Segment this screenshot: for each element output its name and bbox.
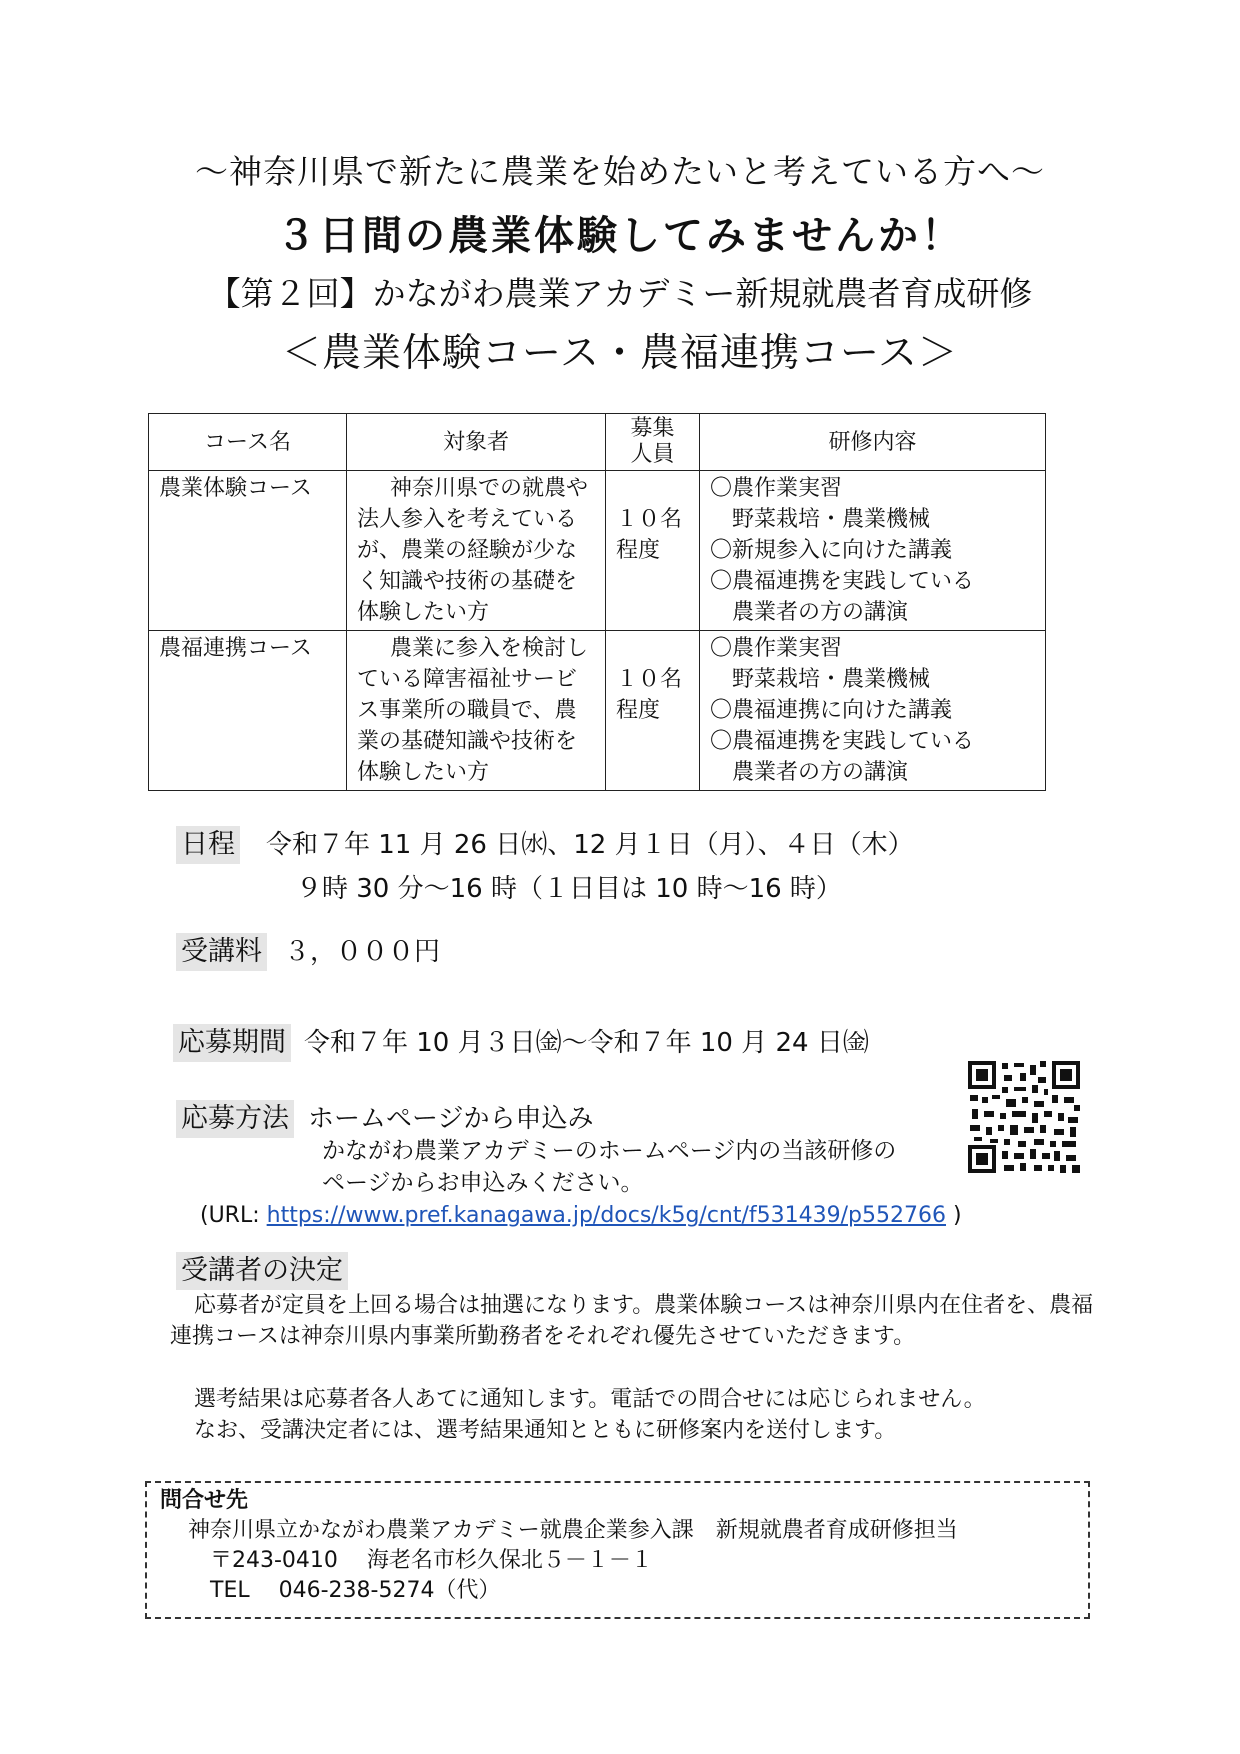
course-table (148, 413, 1046, 791)
selection-para-3: なお、受講決定者には、選考結果通知とともに研修案内を送付します。 (194, 1418, 897, 1443)
schedule-dates: 令和７年 11 月 26 日㈬、12 月１日（月）、４日（木） (266, 830, 914, 860)
application-url-link[interactable]: https://www.pref.kanagawa.jp/docs/k5g/cnt/f531439/p552766 (266, 1203, 946, 1228)
content-cell (700, 471, 1046, 631)
header-content: 研修内容 (700, 414, 1046, 471)
target-cell: 神奈川県での就農や法人参入を考えているが、農業の経験が少なく知識や技術の基礎を体験したい方 (347, 471, 606, 631)
selection-para-1: 応募者が定員を上回る場合は抽選になります。農業体験コースは神奈川県内在住者を、農福連携コースは神奈川県内事業所勤務者をそれぞれ優先させていただきます。 (170, 1293, 1094, 1349)
contact-org: 神奈川県立かながわ農業アカデミー就農企業参入課 新規就農者育成研修担当 (188, 1518, 958, 1543)
fee-label: 受講料 (176, 933, 267, 971)
method-value: ホームページから申込み (308, 1104, 594, 1134)
capacity-cell: １０名程度 (606, 471, 700, 631)
schedule-label: 日程 (176, 826, 240, 864)
method-note-2: ページからお申込みください。 (322, 1170, 644, 1196)
capacity-cell: １０名程度 (606, 631, 700, 791)
method-label: 応募方法 (176, 1100, 294, 1138)
contact-address: 〒243-0410 海老名市杉久保北５－１－１ (210, 1548, 653, 1573)
content-item: 野菜栽培・農業機械 (732, 667, 931, 692)
selection-label: 受講者の決定 (176, 1252, 348, 1290)
content-cell (700, 631, 1046, 791)
selection-para-2: 選考結果は応募者各人あてに通知します。電話での問合せには応じられません。 (194, 1387, 986, 1412)
content-item: 〇農福連携を実践している (710, 569, 975, 594)
fee-value: ３，０００円 (284, 937, 441, 967)
subtitle: ～神奈川県で新たに農業を始めたいと考えている方へ～ (195, 152, 1045, 191)
training-name: 【第２回】かながわ農業アカデミー新規就農者育成研修 (207, 274, 1033, 313)
period-label: 応募期間 (173, 1024, 291, 1062)
content-item: 〇農作業実習 (710, 476, 843, 501)
table-header-row (149, 414, 1046, 471)
target-cell: 農業に参入を検討している障害福祉サービス事業所の職員で、農業の基礎知識や技術を体験したい方 (347, 631, 606, 791)
period-value: 令和７年 10 月３日㈮～令和７年 10 月 24 日㈮ (304, 1028, 869, 1058)
course-names: ＜農業体験コース・農福連携コース＞ (281, 331, 959, 376)
header-course-name: コース名 (149, 414, 347, 471)
qr-code-icon (968, 1061, 1080, 1173)
schedule-time: ９時 30 分～16 時（１日目は 10 時～16 時） (296, 874, 842, 904)
table-row (149, 631, 1046, 791)
content-item: 〇農作業実習 (710, 636, 843, 661)
content-item: 野菜栽培・農業機械 (732, 507, 931, 532)
url-prefix: (URL: (200, 1203, 267, 1228)
course-cell: 農福連携コース (149, 631, 347, 791)
header-target: 対象者 (347, 414, 606, 471)
content-item: 〇農福連携を実践している (710, 729, 975, 754)
content-item: 農業者の方の講演 (732, 760, 909, 785)
table-row (149, 471, 1046, 631)
contact-tel: TEL 046-238-5274（代） (210, 1578, 501, 1603)
content-item: 〇新規参入に向けた講義 (710, 538, 953, 563)
contact-label: 問合せ先 (160, 1488, 249, 1513)
content-item: 〇農福連携に向けた講義 (710, 698, 953, 723)
method-note-1: かながわ農業アカデミーのホームページ内の当該研修の (322, 1138, 897, 1164)
content-item: 農業者の方の講演 (732, 600, 909, 625)
header-capacity: 募集 人員 (606, 414, 700, 471)
url-line (200, 1200, 962, 1232)
page-title: ３日間の農業体験してみませんか！ (276, 213, 964, 259)
course-cell: 農業体験コース (149, 471, 347, 631)
url-suffix: ) (946, 1203, 962, 1228)
